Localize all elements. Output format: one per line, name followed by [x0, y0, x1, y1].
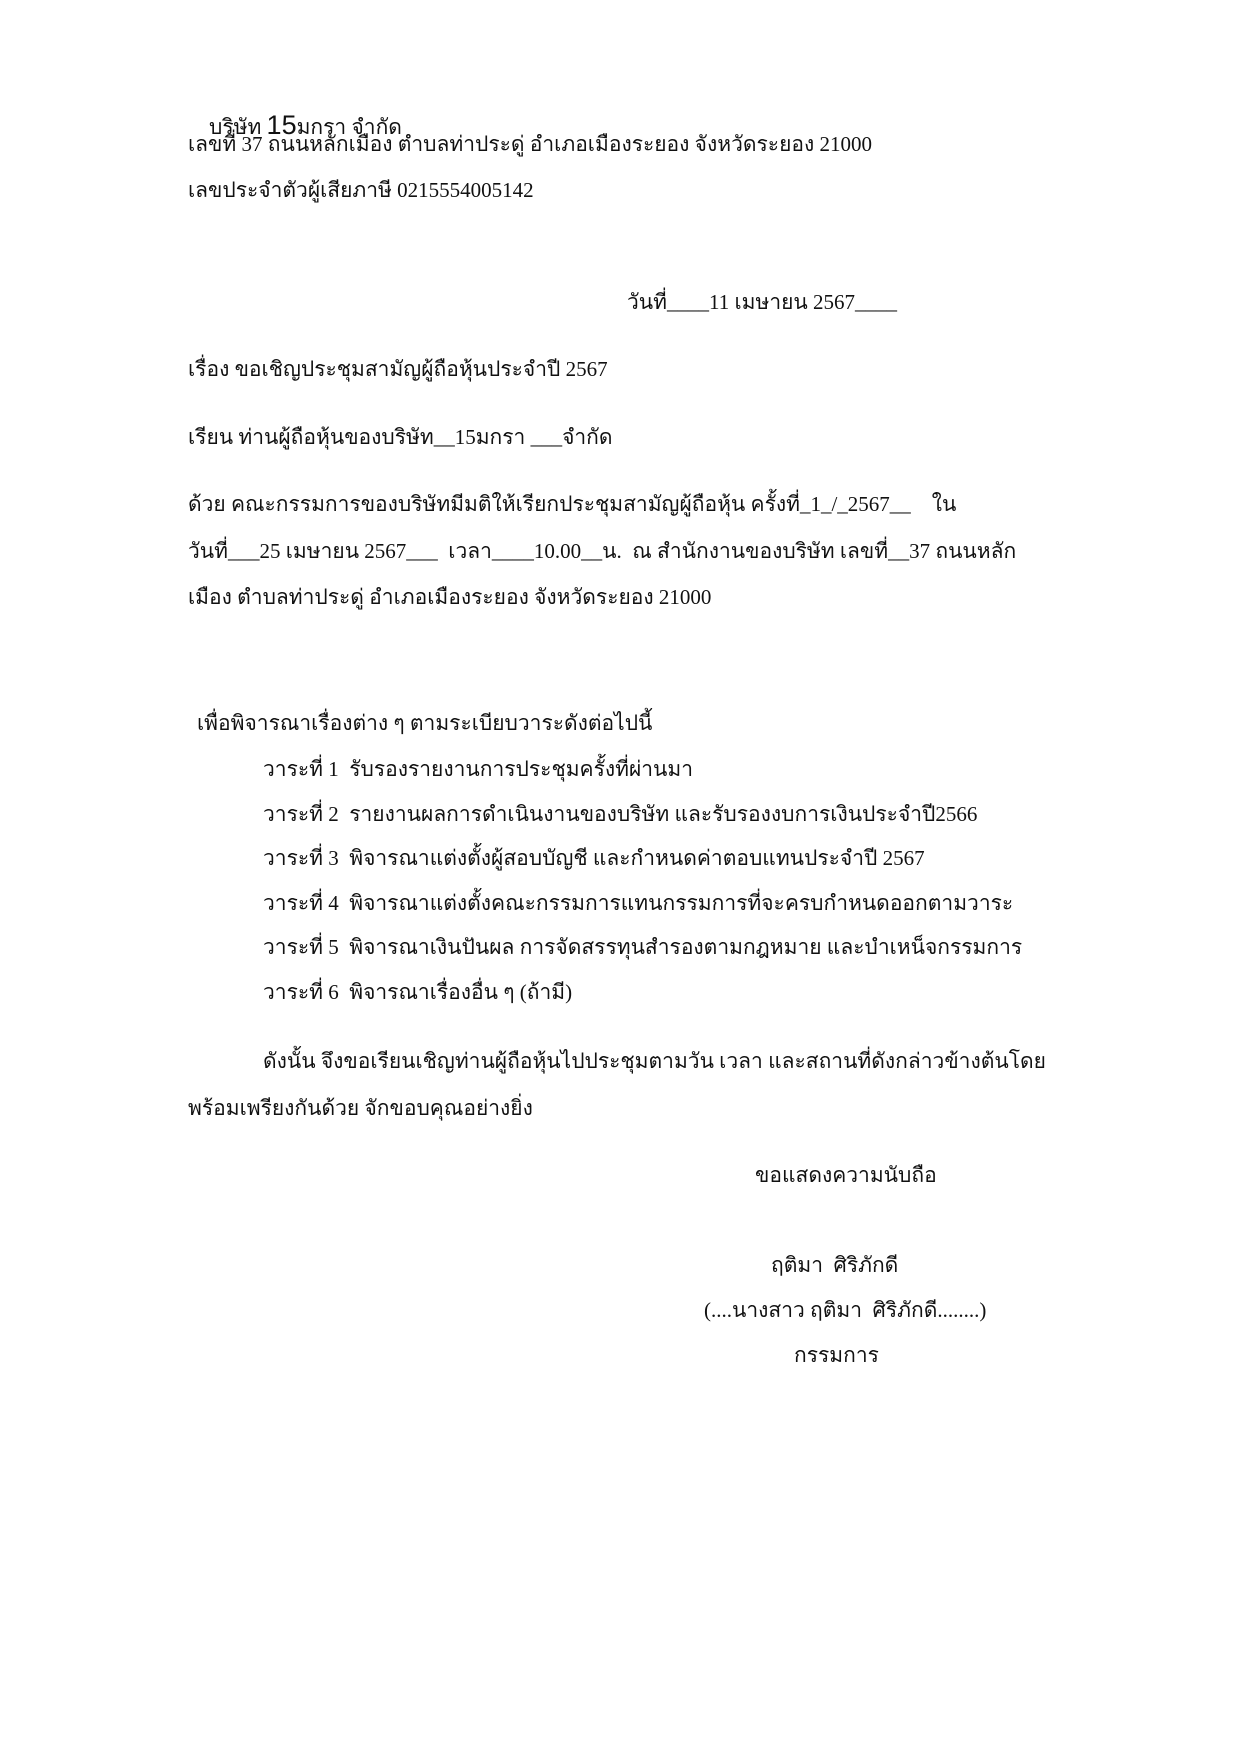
body-line-1: ด้วย คณะกรรมการของบริษัทมีมติให้เรียกประชุมสามัญผู้ถือหุ้น ครั้งที่_1_/_2567__ ใน	[188, 492, 957, 516]
letter-date: วันที่____11 เมษายน 2567____	[627, 290, 898, 314]
letter-salutation: เรียน ท่านผู้ถือหุ้นของบริษัท__15มกรา ___จำกัด	[188, 425, 613, 449]
signer-title: กรรมการ	[794, 1343, 879, 1367]
closing-line-2: พร้อมเพรียงกันด้วย จักขอบคุณอย่างยิ่ง	[188, 1096, 533, 1120]
company-address: เลขที่ 37 ถนนหลักเมือง ตำบลท่าประดู่ อำเภอเมืองระยอง จังหวัดระยอง 21000	[188, 132, 872, 156]
body-line-3: เมือง ตำบลท่าประดู่ อำเภอเมืองระยอง จังหวัดระยอง 21000	[188, 585, 712, 609]
closing-line-1: ดังนั้น จึงขอเรียนเชิญท่านผู้ถือหุ้นไปประชุมตามวัน เวลา และสถานที่ดังกล่าวข้างต้นโดย	[263, 1049, 1046, 1073]
agenda-item-3: วาระที่ 3 พิจารณาแต่งตั้งผู้สอบบัญชี และกำหนดค่าตอบแทนประจำปี 2567	[263, 846, 925, 870]
agenda-item-6: วาระที่ 6 พิจารณาเรื่องอื่น ๆ (ถ้ามี)	[263, 980, 573, 1004]
printed-name: (....นางสาว ฤติมา ศิริภักดี........)	[704, 1298, 987, 1322]
closing-regards: ขอแสดงความนับถือ	[755, 1163, 937, 1187]
agenda-item-1: วาระที่ 1 รับรองรายงานการประชุมครั้งที่ผ่านมา	[263, 757, 694, 781]
agenda-item-4: วาระที่ 4 พิจารณาแต่งตั้งคณะกรรมการแทนกรรมการที่จะครบกำหนดออกตามวาระ	[263, 891, 1014, 915]
body-line-2: วันที่___25 เมษายน 2567___ เวลา____10.00__น. ณ สำนักงานของบริษัท เลขที่__37 ถนนหลัก	[188, 539, 1017, 563]
tax-id: เลขประจำตัวผู้เสียภาษี 0215554005142	[188, 178, 534, 202]
company-number: 15	[266, 110, 297, 141]
signed-name: ฤติมา ศิริภักดี	[771, 1253, 899, 1277]
agenda-intro: เพื่อพิจารณาเรื่องต่าง ๆ ตามระเบียบวาระดังต่อไปนี้	[197, 711, 653, 735]
agenda-item-2: วาระที่ 2 รายงานผลการดำเนินงานของบริษัท และรับรองงบการเงินประจำปี2566	[263, 802, 978, 826]
company-suffix: มกรา จำกัด	[296, 115, 402, 140]
letter-subject: เรื่อง ขอเชิญประชุมสามัญผู้ถือหุ้นประจำปี 2567	[188, 357, 608, 381]
agenda-item-5: วาระที่ 5 พิจารณาเงินปันผล การจัดสรรทุนสำรองตามกฎหมาย และบำเหน็จกรรมการ	[263, 935, 1023, 959]
company-prefix: บริษัท	[209, 115, 267, 140]
